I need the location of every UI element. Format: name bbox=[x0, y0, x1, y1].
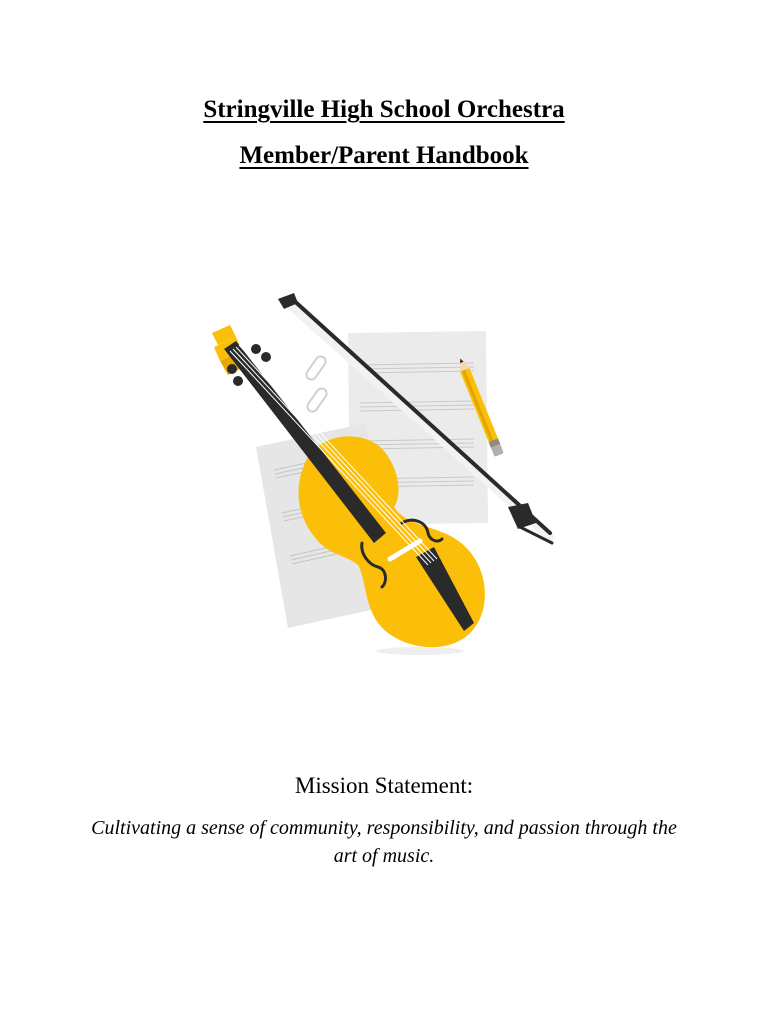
title-line-2 bbox=[0, 141, 768, 171]
handbook-school-title: Stringville High School Orchestra bbox=[203, 96, 565, 123]
title-line-1 bbox=[0, 95, 768, 125]
handbook-subtitle: Member/Parent Handbook bbox=[239, 142, 529, 169]
paperclip-icon bbox=[304, 354, 328, 413]
violin-illustration bbox=[190, 285, 570, 665]
illustration-shadow bbox=[376, 647, 464, 655]
mission-statement-text: Cultivating a sense of community, responsibility, and passion through the art of music. bbox=[91, 817, 677, 867]
mission-statement-heading: Mission Statement: bbox=[294, 773, 474, 798]
